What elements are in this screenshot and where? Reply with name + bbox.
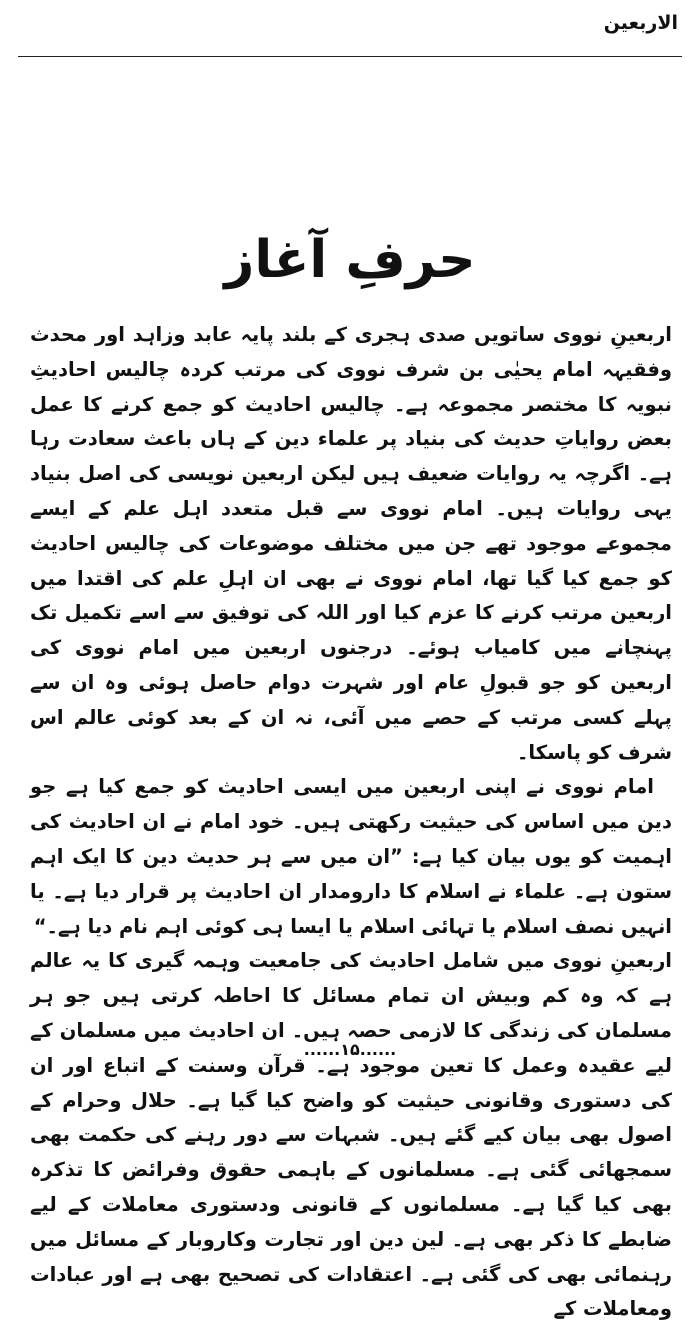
- running-header: الاربعین: [603, 12, 678, 34]
- chapter-title: حرفِ آغاز: [224, 230, 476, 290]
- body-text: [30, 318, 672, 1327]
- paragraph-2: امام نووی نے اپنی اربعین میں ایسی احادیث کو جمع کیا ہے جو دین میں اساس کی حیثیت رکھتی ہیں۔ خود امام نے ان احادیث کی اہمیت کو یوں بیان کیا ہے: ”ان میں سے ہر حدیث دین کا ایک اہم ستون ہے۔ علماء نے اسلام کا دارومدار ان احادیث پر قرار دیا ہے۔ یا انہیں نصف اسلام یا تہائی اسلام یا ایسا ہی کوئی اہم نام دیا ہے۔“: [30, 775, 672, 938]
- header-divider: [18, 56, 682, 57]
- page-number: ......۱۵......: [303, 1040, 397, 1059]
- paragraph-1: اربعینِ نووی ساتویں صدی ہجری کے بلند پایہ عابد وزاہد اور محدث وفقیہہ امام یحیٰی بن شرف نووی کی مرتب کردہ چالیس احادیثِ نبویہ کا مختصر مجموعہ ہے۔ چالیس احادیث کو جمع کرنے کا عمل بعض روایاتِ حدیث کی بنیاد پر علماء دین کے ہاں باعث سعادت رہا ہے۔ اگرچہ یہ روایات ضعیف ہیں لیکن اربعین نویسی کی اصل بنیاد یہی روایات ہیں۔ امام نووی سے قبل متعدد اہل علم کے ایسے مجموعے موجود تھے جن میں مختلف موضوعات کی چالیس احادیث کو جمع کیا گیا تھا، امام نووی نے بھی ان اہلِ علم کی اقتدا میں اربعین مرتب کرنے کا عزم کیا اور اللہ کی توفیق سے اسے تکمیل تک پہنچانے میں کامیاب ہوئے۔ درجنوں اربعین میں امام نووی کی اربعین کو جو قبولِ عام اور شہرت دوام حاصل ہوئی وہ ان سے پہلے کسی مرتب کے حصے میں آئی، نہ ان کے بعد کوئی عالم اس شرف کو پاسکا۔: [30, 323, 672, 764]
- paragraph-3: اربعینِ نووی میں شامل احادیث کی جامعیت وہمہ گیری کا یہ عالم ہے کہ وہ کم وبیش ان تمام مسائل کا احاطہ کرتی ہیں جو ہر مسلمان کی زندگی کا لازمی حصہ ہیں۔ ان احادیث میں مسلمان کے لیے عقیدہ وعمل کا تعین موجود ہے۔ قرآن وسنت کے اتباع اور ان کی دستوری وقانونی حیثیت کو واضح کیا گیا ہے۔ حلال وحرام کے اصول بھی بیان کیے گئے ہیں۔ شبہات سے دور رہنے کی حکمت بھی سمجھائی گئی ہے۔ مسلمانوں کے باہمی حقوق وفرائض کا تذکرہ بھی کیا گیا ہے۔ مسلمانوں کے قانونی ودستوری معاملات کے لیے ضابطے کا ذکر بھی ہے۔ لین دین اور تجارت وکاروبار کے مسائل میں رہنمائی بھی کی گئی ہے۔ اعتقادات کی تصحیح بھی ہے اور عبادات ومعاملات کے: [30, 949, 672, 1321]
